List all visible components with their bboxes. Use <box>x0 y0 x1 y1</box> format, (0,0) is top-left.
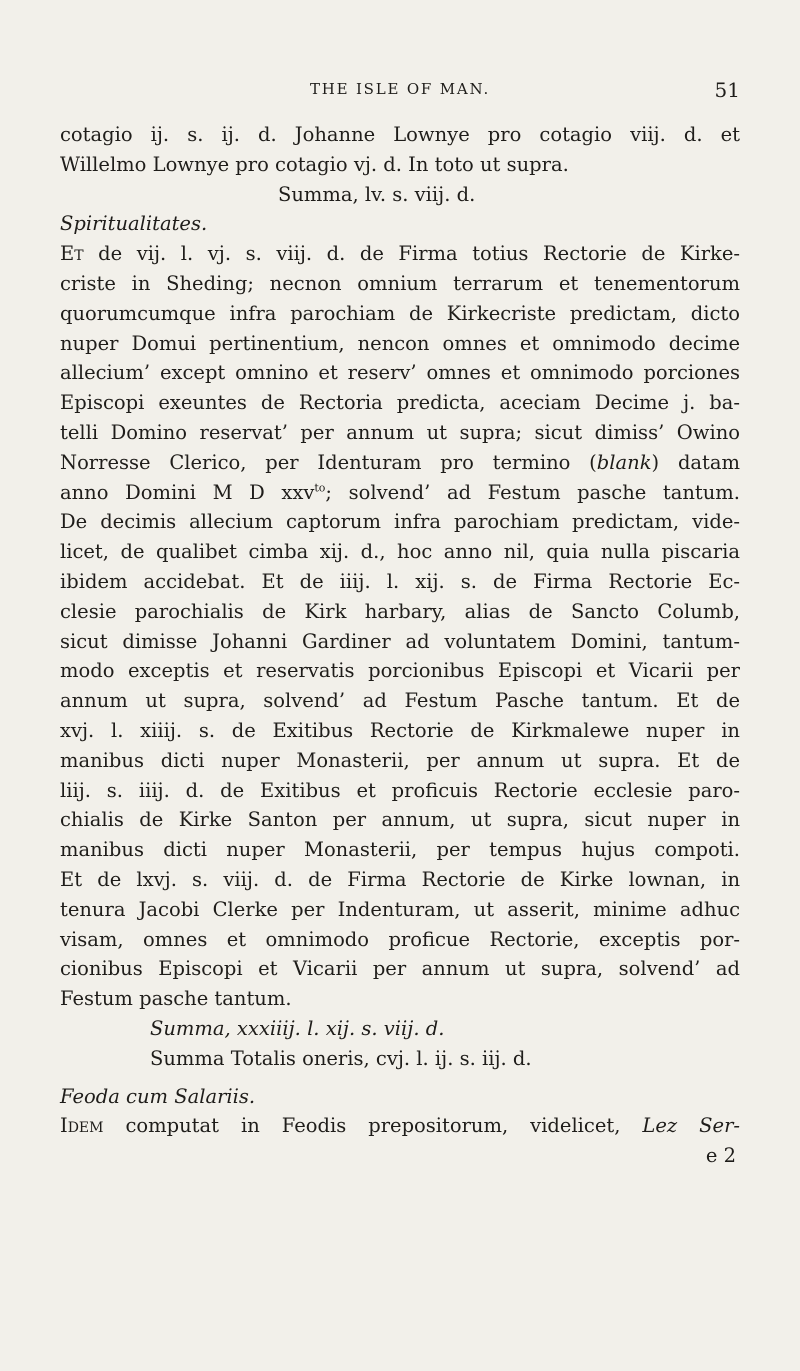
text-line: modo exceptis et reservatis porcionibus Episcopi et Vicarii per <box>60 659 740 683</box>
summa-line: Summa, xxxiiij. l. xij. s. viij. d. <box>150 1016 445 1040</box>
text-run: ; solvend’ ad Festum pasche tantum. <box>325 480 740 504</box>
text-line: sicut dimisse Johanni Gardiner ad voluntatem Domini, tantum- <box>60 629 740 653</box>
text-line: licet, de qualibet cimba xij. d., hoc anno nil, quia nulla piscaria <box>60 540 740 564</box>
text-line: Et de lxvj. s. viij. d. de Firma Rectorie de Kirke lownan, in <box>60 867 740 891</box>
text-line: Episcopi exeuntes de Rectoria predicta, aceciam Decime j. ba- <box>60 391 740 415</box>
text-line: quorumcumque infra parochiam de Kirkecriste predictam, dicto <box>60 301 740 325</box>
page-number: 51 <box>714 78 740 102</box>
text-line: clesie parochialis de Kirk harbary, alias de Sancto Columb, <box>60 599 740 623</box>
text-line: liij. s. iiij. d. de Exitibus et proficuis Rectorie ecclesie paro- <box>60 778 740 802</box>
text-line: annum ut supra, solvend’ ad Festum Pasche tantum. Et de <box>60 689 740 713</box>
summa-totalis-line: Summa Totalis oneris, cvj. l. ij. s. iij. d. <box>150 1046 532 1070</box>
summa-line: Summa, lv. s. viij. d. <box>278 182 476 206</box>
superscript: to <box>314 481 326 495</box>
text-line <box>60 1111 740 1141</box>
body-text <box>60 120 740 1171</box>
text-line: telli Domino reservat’ per annum ut supra; sicut dimiss’ Owino <box>60 420 740 444</box>
text-line: De decimis allecium captorum infra parochiam predictam, vide- <box>60 510 740 534</box>
text-line: chialis de Kirke Santon per annum, ut supra, sicut nuper in <box>60 808 740 832</box>
text-line: manibus dicti nuper Monasterii, per annum ut supra. Et de <box>60 748 740 772</box>
text-line <box>60 448 740 478</box>
text-line: cotagio ij. s. ij. d. Johanne Lownye pro cotagio viij. d. et <box>60 123 740 146</box>
text-line <box>60 239 740 269</box>
text-line: Willelmo Lownye pro cotagio vj. d. In toto ut supra. <box>60 152 569 176</box>
section-heading: Feoda cum Salariis. <box>60 1084 256 1108</box>
text-run: computat in Feodis prepositorum, videlicet, <box>103 1114 643 1138</box>
text-run-italic: Lez Ser- <box>642 1114 740 1138</box>
text-line: cionibus Episcopi et Vicarii per annum ut supra, solvend’ ad <box>60 957 740 981</box>
running-title: THE ISLE OF MAN. <box>309 80 491 98</box>
text-run: de vij. l. vj. s. viij. d. de Firma totius Rectorie de Kirke- <box>83 242 740 266</box>
text-run: Norresse Clerico, per Identuram pro termino ( <box>60 450 597 474</box>
text-line: tenura Jacobi Clerke per Indenturam, ut asserit, minime adhuc <box>60 897 740 921</box>
blank-note: blank <box>596 450 652 474</box>
text-line: ibidem accidebat. Et de iiij. l. xij. s. de Firma Rectorie Ec- <box>60 569 740 593</box>
text-run: ) datam <box>651 450 740 474</box>
signature-mark: e 2 <box>705 1144 736 1168</box>
text-line: allecium’ except omnino et reserv’ omnes et omnimodo porciones <box>60 361 740 385</box>
section-heading: Spiritualitates. <box>60 212 208 236</box>
initial-word: Idem <box>60 1114 104 1138</box>
text-run: anno Domini M D xxv <box>60 480 315 504</box>
text-line: Festum pasche tantum. <box>60 987 292 1011</box>
running-head <box>60 78 740 108</box>
text-line: nuper Domui pertinentium, nencon omnes et omnimodo decime <box>60 331 740 355</box>
text-line: manibus dicti nuper Monasterii, per tempus hujus compoti. <box>60 838 740 862</box>
initial-word: Et <box>60 242 84 266</box>
text-line: visam, omnes et omnimodo proficue Rectorie, exceptis por- <box>60 927 740 951</box>
text-line <box>60 478 740 508</box>
text-line: criste in Sheding; necnon omnium terrarum et tenementorum <box>60 271 740 295</box>
text-line: xvj. l. xiiij. s. de Exitibus Rectorie de Kirkmalewe nuper in <box>60 718 740 742</box>
